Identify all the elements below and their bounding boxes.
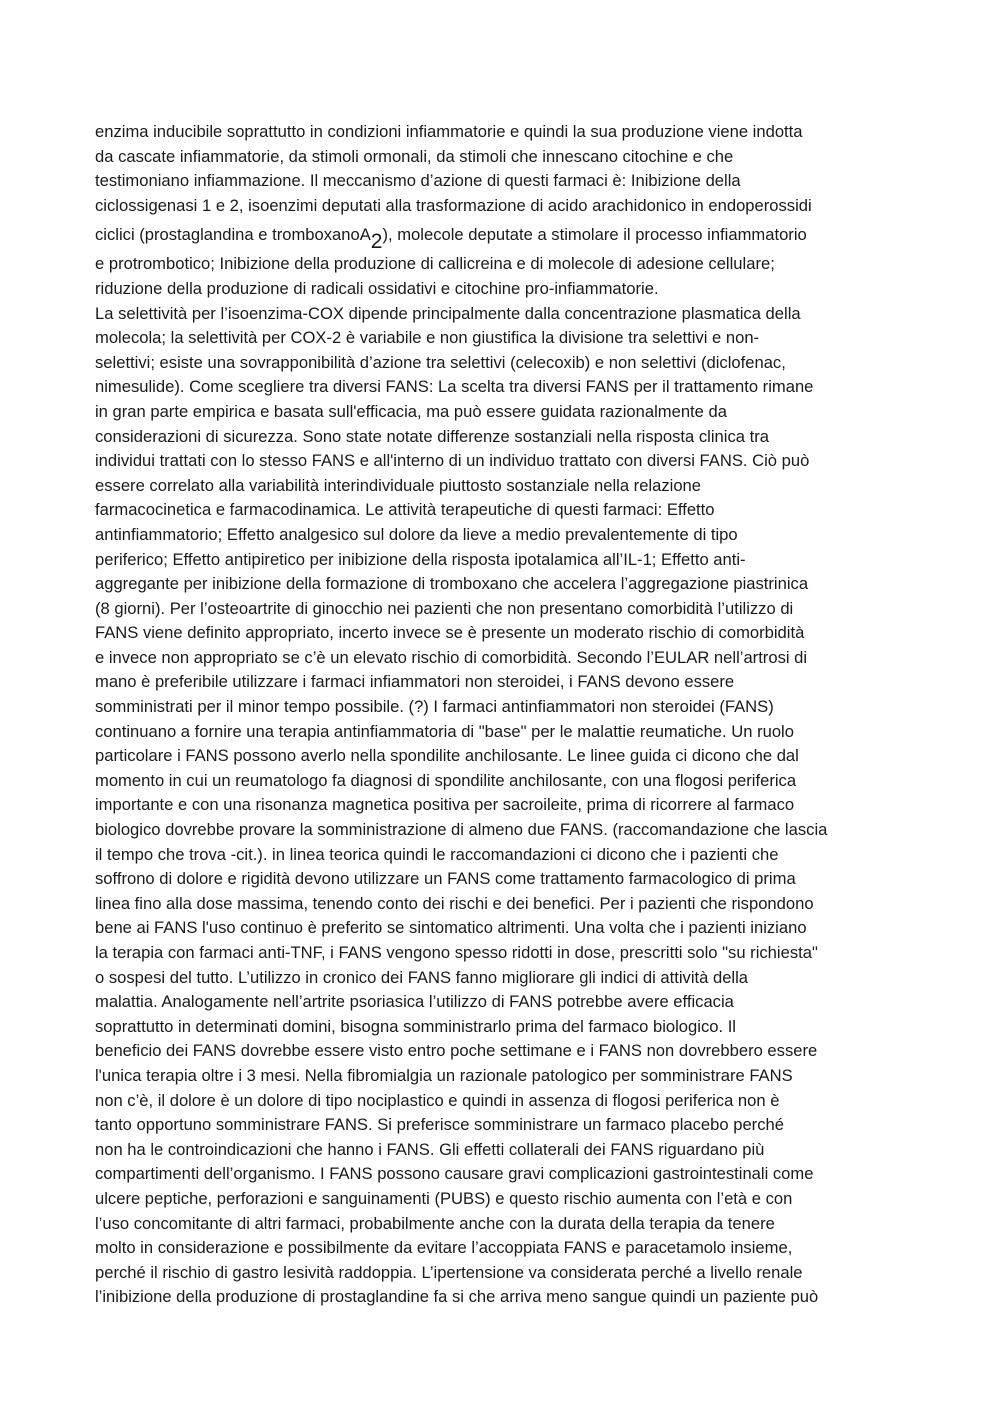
text-line-29: biologico dovrebbe provare la somministrazione di almeno due FANS. (raccomandazione che lascia <box>95 820 828 840</box>
text-line-5 <box>95 218 915 252</box>
text-line-26: particolare i FANS possono averlo nella spondilite anchilosante. Le linee guida ci dicono che dal <box>95 746 799 766</box>
text-line-37: soprattutto in determinati domini, bisogna somministrarlo prima del farmaco biologico. Il <box>95 1016 736 1036</box>
text-line-38: beneficio dei FANS dovrebbe essere visto entro poche settimane e i FANS non dovrebbero essere <box>95 1041 818 1061</box>
text-line-8: La selettività per l’isoenzima-COX dipende principalmente dalla concentrazione plasmatica della <box>95 303 801 323</box>
text-line-4: ciclossigenasi 1 e 2, isoenzimi deputati alla trasformazione di acido arachidonico in endoperossidi <box>95 195 812 215</box>
text-line-13: considerazioni di sicurezza. Sono state notate differenze sostanziali nella risposta clinica tra <box>95 426 769 446</box>
text-line-1: enzima inducibile soprattutto in condizioni infiammatorie e quindi la sua produzione viene indotta <box>95 122 803 141</box>
text-line-9: molecola; la selettività per COX-2 è variabile e non giustifica la divisione tra selettivi e non- <box>95 328 760 348</box>
text-line-44: ulcere peptiche, perforazioni e sanguinamenti (PUBS) e questo rischio aumenta con l’età e con <box>95 1188 793 1208</box>
text-line-45: l’uso concomitante di altri farmaci, probabilmente anche con la durata della terapia da tenere <box>95 1213 775 1233</box>
text-line-20: (8 giorni). Per l’osteoartrite di ginocchio nei pazienti che non presentano comorbidità l’utilizzo di <box>95 598 794 618</box>
text-line-25: continuano a fornire una terapia antinfiammatoria di "base" per le malattie reumatiche. Un ruolo <box>95 721 794 741</box>
text-line-22: e invece non appropriato se c’è un elevato rischio di comorbidità. Secondo l’EULAR nell’artrosi di <box>95 647 808 667</box>
text-line-40: non c’è, il dolore è un dolore di tipo nociplastico e quindi in assenza di flogosi periferica non è <box>95 1090 780 1110</box>
text-line-18: periferico; Effetto antipiretico per inibizione della risposta ipotalamica all’IL-1; Effetto anti- <box>95 549 746 569</box>
text-line-19: aggregante per inibizione della formazione di tromboxano che accelera l’aggregazione piastrinica <box>95 574 809 594</box>
text-line-3: testimoniano infiammazione. Il meccanismo d’azione di questi farmaci è: Inibizione della <box>95 171 741 191</box>
text-line-30: il tempo che trova -cit.). in linea teorica quindi le raccomandazioni ci dicono che i pazienti che <box>95 844 779 864</box>
text-line-5-end: ), molecole deputate a stimolare il processo infiammatorio <box>382 225 807 245</box>
text-line-48: l’inibizione della produzione di prostaglandine fa si che arriva meno sangue quindi un paziente può <box>95 1287 819 1307</box>
document-page <box>95 120 915 1310</box>
text-line-33: bene ai FANS l'uso continuo è preferito se sintomatico altrimenti. Una volta che i pazienti iniziano <box>95 918 807 938</box>
text-line-12: in gran parte empirica e basata sull'efficacia, ma può essere guidata razionalmente da <box>95 401 727 421</box>
text-line-27: momento in cui un reumatologo fa diagnosi di spondilite anchilosante, con una flogosi periferica <box>95 770 797 790</box>
text-line-24: somministrati per il minor tempo possibile. (?) I farmaci antinfiammatori non steroidei (FANS) <box>95 697 774 717</box>
text-line-11: nimesulide). Come scegliere tra diversi FANS: La scelta tra diversi FANS per il trattamento rimane <box>95 377 814 397</box>
text-line-10: selettivi; esiste una sovrapponibilità d’azione tra selettivi (celecoxib) e non selettivi (diclofenac, <box>95 352 786 372</box>
text-line-43: compartimenti dell’organismo. I FANS possono causare gravi complicazioni gastrointestinali come <box>95 1164 814 1184</box>
text-line-31: soffrono di dolore e rigidità devono utilizzare un FANS come trattamento farmacologico di prima <box>95 869 796 889</box>
text-line-15: essere correlato alla variabilità interindividuale piuttosto sostanziale nella relazione <box>95 475 702 495</box>
text-line-7: riduzione della produzione di radicali ossidativi e citochine pro-infiammatorie. <box>95 278 659 298</box>
text-line-41: tanto opportuno somministrare FANS. Si preferisce somministrare un farmaco placebo perché <box>95 1115 784 1135</box>
text-line-17: antinfiammatorio; Effetto analgesico sul dolore da lieve a medio prevalentemente di tipo <box>95 524 738 544</box>
text-line-23: mano è preferibile utilizzare i farmaci infiammatori non steroidei, i FANS devono essere <box>95 672 735 692</box>
text-line-16: farmacocinetica e farmacodinamica. Le attività terapeutiche di questi farmaci: Effetto <box>95 500 715 520</box>
text-line-2: da cascate infiammatorie, da stimoli ormonali, da stimoli che innescano citochine e che <box>95 146 734 166</box>
text-line-5-start: ciclici (prostaglandina e tromboxanoA <box>95 225 371 245</box>
text-line-6: e protrombotico; Inibizione della produzione di callicreina e di molecole di adesione cellulare; <box>95 254 775 274</box>
text-line-32: linea fino alla dose massima, tenendo conto dei rischi e dei benefici. Per i pazienti che rispondono <box>95 893 814 913</box>
text-line-21: FANS viene definito appropriato, incerto invece se è presente un moderato rischio di comorbidità <box>95 623 805 643</box>
text-line-39: l'unica terapia oltre i 3 mesi. Nella fibromialgia un razionale patologico per somministrare FANS <box>95 1065 793 1085</box>
text-line-14: individui trattati con lo stesso FANS e all'interno di un individuo trattato con diversi FANS. Ciò può <box>95 451 810 471</box>
text-line-42: non ha le controindicazioni che hanno i FANS. Gli effetti collaterali dei FANS riguardano più <box>95 1139 765 1159</box>
text-line-28: importante e con una risonanza magnetica positiva per sacroileite, prima di ricorrere al farmaco <box>95 795 795 815</box>
text-line-34: la terapia con farmaci anti-TNF, i FANS vengono spesso ridotti in dose, prescritti solo "su richiesta" <box>95 943 818 962</box>
text-line-35: o sospesi del tutto. L’utilizzo in cronico dei FANS fanno migliorare gli indici di attività della <box>95 967 749 987</box>
text-line-36: malattia. Analogamente nell’artrite psoriasica l’utilizzo di FANS potrebbe avere efficacia <box>95 992 734 1012</box>
text-line-47: perché il rischio di gastro lesività raddoppia. L’ipertensione va considerata perché a livello renale <box>95 1262 803 1282</box>
text-line-46: molto in considerazione e possibilmente da evitare l’accoppiata FANS e paracetamolo insieme, <box>95 1238 793 1258</box>
subscript-2: 2 <box>370 230 383 254</box>
